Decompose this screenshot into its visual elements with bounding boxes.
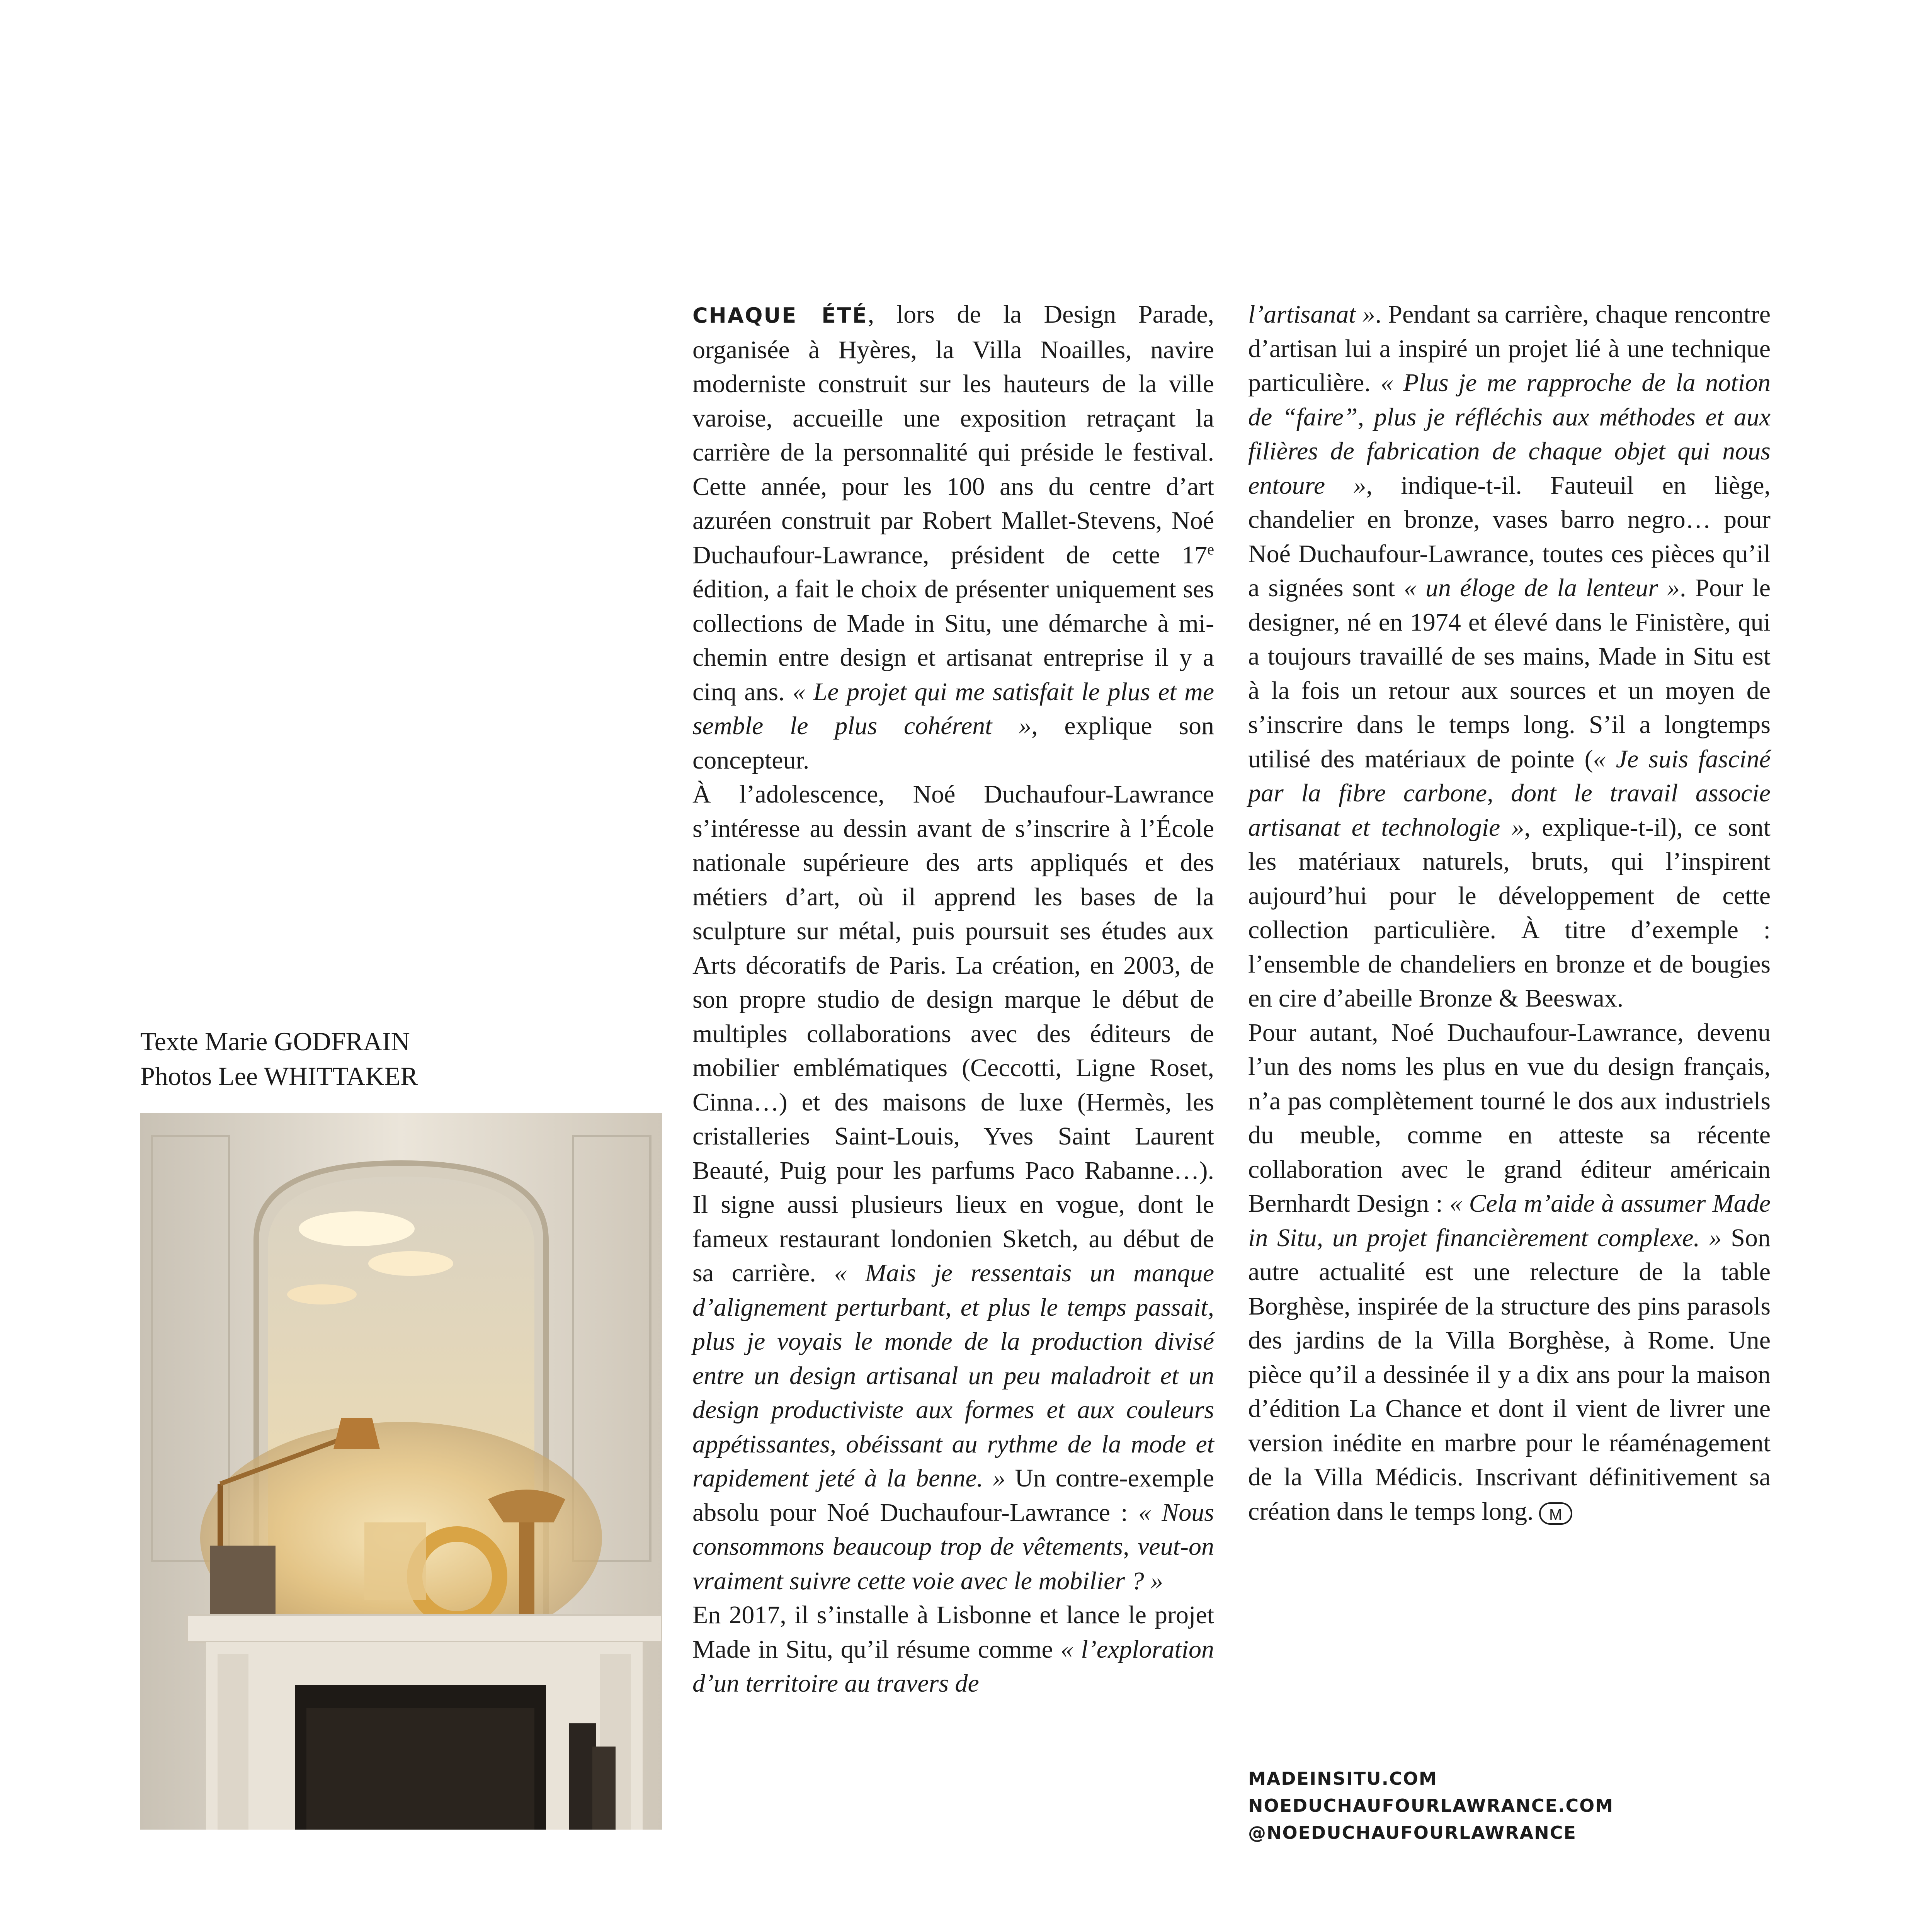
quote: « l’exploration d’un territoire au travers de — [692, 1635, 1214, 1697]
quote: « Mais je ressentais un manque d’alignement perturbant, et plus le temps passait, plus je voyais le monde de la production divisé entre un design artisanal un peu maladroit et un design productiviste aux formes et aux couleurs appétissantes, obéissant au rythme de la mode et rapidement jeté à la benne. » — [692, 1259, 1214, 1492]
paragraph: Pour autant, Noé Duchaufour-Lawrance, devenu l’un des noms les plus en vue du design français, n’a pas complètement tourné le dos aux industriels du meuble, comme en atteste sa récente collaboration avec le grand éditeur américain Bernhardt Design : « Cela m’aide à assumer Made in Situ, un projet financièrement complexe. » Son autre actualité est une relecture de la table Borghèse, inspirée de la structure des pins parasols des jardins de la Villa Borghèse, à Rome. Une pièce qu’il a dessinée il y a dix ans pour la maison d’édition La Chance et dont il vient de livrer une version inédite en marbre pour le réaménagement de la Villa Médicis. Inscrivant définitivement sa création dans le temps long. M — [1248, 1018, 1771, 1526]
paragraph: À l’adolescence, Noé Duchaufour-Lawrance s’intéresse au dessin avant de s’inscrire à l’École nationale supérieure des arts appliqués et des métiers d’art, où il apprend les bases de la sculpture sur métal, puis poursuit ses études aux Arts décoratifs de Paris. La création, en 2003, de son propre studio de design marque le début de multiples collaborations avec des éditeurs de mobilier emblématiques (Ceccotti, Ligne Roset, Cinna…) et des maisons de luxe (Hermès, les cristalleries Saint-Louis, Yves Saint Laurent Beauté, Puig pour les parfums Paco Rabanne…). Il signe aussi plusieurs lieux en vogue, dont le fameux restaurant londonien Sketch, au début de sa carrière. « Mais je ressentais un manque d’alignement perturbant, et plus le temps passait, plus je voyais le monde de la production divisé entre un design artisanal un peu maladroit et un design productiviste aux formes et aux couleurs appétissantes, obéissant au rythme de la mode et rapidement jeté à la benne. » Un contre-exemple absolu pour Noé Duchaufour-Lawrance : « Nous consommons beaucoup trop de vêtements, veut-on vraiment suivre cette voie avec le mobilier ? » — [692, 780, 1214, 1595]
article-photo — [140, 1113, 662, 1830]
photo-mantelpiece-mirror-icon — [140, 1113, 662, 1830]
article-column-2 — [1248, 298, 1771, 1529]
quote: « Nous consommons beaucoup trop de vêtements, veut-on vraiment suivre cette voie avec le mobilier ? » — [692, 1498, 1214, 1595]
photo-credit: Photos Lee WHITTAKER — [140, 1061, 418, 1091]
link-website[interactable]: MADEINSITU.COM — [1248, 1768, 1437, 1789]
quote: « Cela m’aide à assumer Made in Situ, un projet financièrement complexe. » — [1248, 1189, 1771, 1252]
paragraph: En 2017, il s’installe à Lisbonne et lance le projet Made in Situ, qu’il résume comme « l’exploration d’un territoire au travers de — [692, 1601, 1214, 1697]
lead-in: CHAQUE ÉTÉ — [692, 303, 868, 328]
paragraph: l’artisanat ». Pendant sa carrière, chaque rencontre d’artisan lui a inspiré un projet lié à une technique particulière. « Plus je me rapproche de la notion de “faire”, plus je réfléchis aux méthodes et aux filières de fabrication de chaque objet qui nous entoure », indique-t-il. Fauteuil en liège, chandelier en bronze, vases barro negro… pour Noé Duchaufour-Lawrance, toutes ces pièces qu’il a signées sont « un éloge de la lenteur ». Pour le designer, né en 1974 et élevé dans le Finistère, qui a toujours travaillé de ses mains, Made in Situ est à la fois un retour aux sources et un moyen de s’inscrire dans le temps long. S’il a longtemps utilisé des matériaux de pointe (« Je suis fasciné par la fibre carbone, dont le travail associe artisanat et technologie », explique-t-il), ce sont les matériaux naturels, bruts, qui l’inspirent aujourd’hui pour le développement de cette collection particulière. À titre d’exemple : l’ensemble de chandeliers en bronze et de bougies en cire d’abeille Bronze & Beeswax. — [1248, 300, 1771, 1012]
article-column-1 — [692, 298, 1214, 1701]
link-instagram[interactable]: @NOEDUCHAUFOURLAWRANCE — [1248, 1822, 1577, 1843]
links-list — [1248, 1765, 1614, 1846]
end-of-article-icon: M — [1539, 1502, 1572, 1525]
paragraph: CHAQUE ÉTÉ, lors de la Design Parade, organisée à Hyères, la Villa Noailles, navire moderniste construit sur les hauteurs de la ville varoise, accueille une exposition retraçant la carrière de la personnalité qui préside le festival. Cette année, pour les 100 ans du centre d’art azuréen construit par Robert Mallet-Stevens, Noé Duchaufour-Lawrance, président de cette 17e édition, a fait le choix de présenter uniquement ses collections de Made in Situ, une démarche à mi-chemin entre design et artisanat entreprise il y a cinq ans. « Le projet qui me satisfait le plus et me semble le plus cohérent », explique son concepteur. — [692, 300, 1214, 774]
quote: « Je suis fasciné par la fibre carbone, dont le travail associe artisanat et technologie » — [1248, 745, 1771, 842]
photo-credits — [140, 1024, 527, 1094]
quote: « un éloge de la lenteur » — [1403, 574, 1680, 602]
quote: « Plus je me rapproche de la notion de “faire”, plus je réfléchis aux méthodes et aux filières de fabrication de chaque objet qui nous entoure » — [1248, 369, 1771, 500]
quote: « Le projet qui me satisfait le plus et me semble le plus cohérent » — [692, 677, 1214, 740]
link-designer-site[interactable]: NOEDUCHAUFOURLAWRANCE.COM — [1248, 1795, 1614, 1816]
quote: l’artisanat » — [1248, 300, 1375, 328]
text-credit: Texte Marie GODFRAIN — [140, 1027, 410, 1056]
